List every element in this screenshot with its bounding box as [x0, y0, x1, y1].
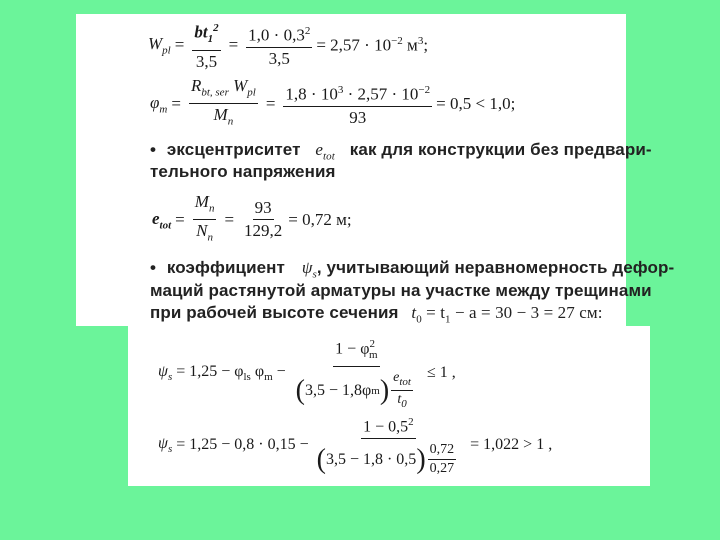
eq3-fraction-1: $\frac{M_п}{N_п}$ [194, 192, 215, 244]
bullet-icon: • [150, 140, 157, 159]
eq5-fraction: $1 - 0,5^2$ ( 3,5 − 1,8 · 0,5 ) $\frac{0,72}{0,27}$ [315, 412, 463, 477]
bullet-icon: • [150, 258, 157, 277]
eq4-fraction: $1 - \varphi^2_m$ ( 3,5 − 1,8φ m ) $\frac{e_{tot}}{t_0}$ [294, 334, 419, 412]
eq4-result: ≤ 1 , [427, 364, 456, 382]
eq1-result: = $2,57 \cdot 10^{-2}$ $м^3$; [316, 34, 429, 55]
eq2-lhs: $\varphi_m$ [150, 92, 168, 116]
equation-wpl: $W_{pl}$ = $\frac{bt_1^2}{3,5}$ = $\frac{1,0 \cdot 0,3^2}{3,5}$ = $2,57 \cdot 10^{-2}$ $м^3$; [148, 18, 428, 72]
eq1-lhs: $W_{pl}$ [148, 33, 171, 57]
paragraph-eccentricity-line1: • эксцентриситет $e_{tot}$ как для конструкции без предвари- [150, 140, 652, 163]
equation-e-tot: $e_{tot}$ = $\frac{M_п}{N_п}$ = $\frac{93}{129,2}$ = 0,72 м; [152, 192, 352, 248]
eq2-fraction-1: $\frac{R_{bt, ser} W_{pl}}{M_п}$ [190, 76, 256, 128]
eq2-result: = 0,5 < 1,0; [436, 93, 516, 113]
equation-psi-s-general: $\psi_s$ = $1,25 - \varphi_{ls}$ $\varphi_m$ − $1 - \varphi^2_m$ ( 3,5 − 1,8φ m ) $\frac{e_{tot}}{t_0}$ ≤ 1 , [158, 334, 456, 412]
equation-psi-s-numeric: $\psi_s$ = 1,25 − 0,8 · 0,15 − $1 - 0,5^2$ ( 3,5 − 1,8 · 0,5 ) $\frac{0,72}{0,27}$ = 1,022 > 1 , [158, 412, 552, 477]
eq3-result: = 0,72 м; [288, 209, 352, 229]
paragraph-coefficient-line1: • коэффициент $\psi_s$, учитывающий неравномерность дефор- [150, 258, 675, 281]
equation-phi-m: $\varphi_m$ = $\frac{R_{bt, ser} W_{pl}}{M_п}$ = $\frac{1,8 \cdot 10^3 \cdot 2,57 \cdot 10^{-2}}{93}$ = 0,5 < 1,0; [150, 76, 515, 132]
eq5-result: = 1,022 > 1 , [470, 435, 553, 453]
eq3-lhs: $e_{tot}$ [152, 208, 172, 232]
eq1-fraction-1: $\frac{bt_1^2}{3,5}$ [192, 18, 220, 72]
eq3-fraction-2: $\frac{93}{129,2}$ [244, 198, 283, 241]
eq5-lhs: $\psi_s$ [158, 434, 173, 455]
paragraph-coefficient-line2: маций растянутой арматуры на участке между трещинами [150, 281, 652, 300]
eq2-fraction-2: $\frac{1,8 \cdot 10^3 \cdot 2,57 \cdot 10^{-2}}{93}$ [283, 80, 432, 128]
eq1-fraction-2: $\frac{1,0 \cdot 0,3^2}{3,5}$ [246, 21, 312, 69]
paragraph-coefficient-line3: при рабочей высоте сечения $t_0 = t_1 - a = 30 - 3 = 27$ см: [150, 303, 603, 326]
eq4-lhs: $\psi_s$ [158, 362, 173, 384]
paragraph-eccentricity-line2: тельного напряжения [150, 162, 336, 181]
